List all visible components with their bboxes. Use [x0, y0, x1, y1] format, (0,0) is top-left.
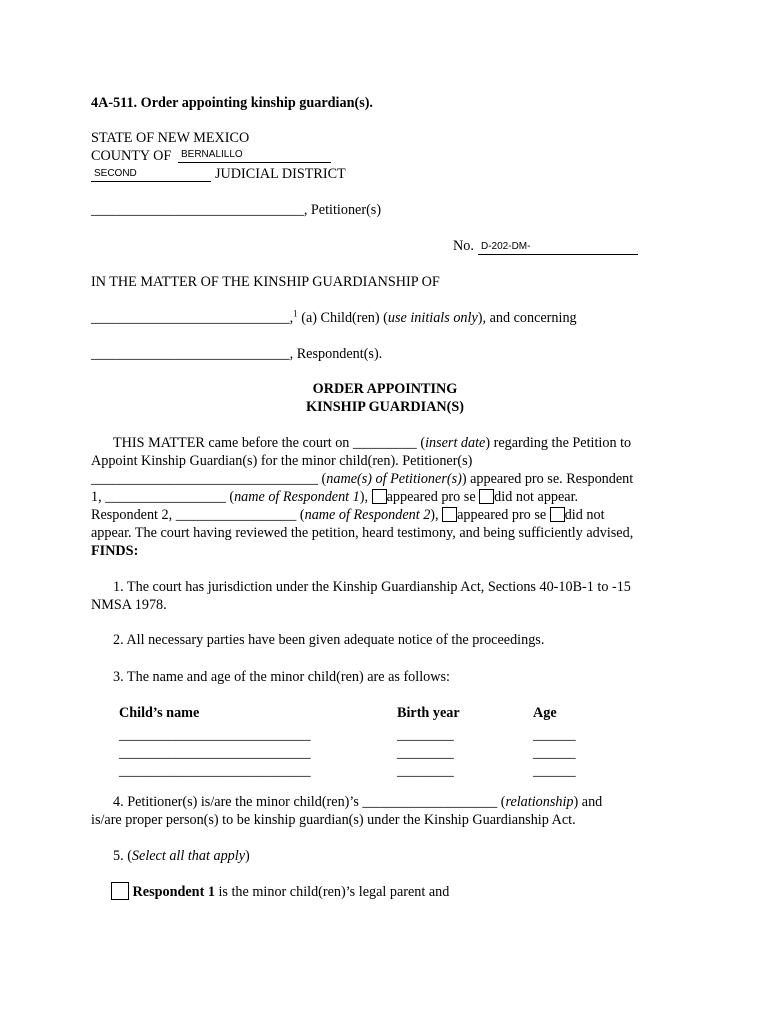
- text-italic: relationship: [505, 794, 574, 810]
- birth-year-blank[interactable]: ________: [397, 763, 454, 779]
- petitioner-label: , Petitioner(s): [303, 202, 382, 218]
- text: 5. (: [113, 848, 132, 864]
- para1-line3: [91, 470, 633, 488]
- text: 1, _________________ (: [91, 489, 235, 505]
- case-no-label: No.: [453, 238, 474, 254]
- case-no-field[interactable]: D-202-DM-: [478, 241, 638, 255]
- birth-year-blank[interactable]: ________: [397, 745, 454, 761]
- county-field[interactable]: BERNALILLO: [178, 149, 331, 163]
- text: ) and: [573, 794, 603, 810]
- text-italic: insert date: [425, 435, 486, 451]
- order-title-2: KINSHIP GUARDIAN(S): [305, 399, 465, 415]
- text: 4. Petitioner(s) is/are the minor child(ren)’s ___________________ (: [113, 794, 506, 810]
- text-italic: name(s) of Petitioner(s): [326, 471, 462, 487]
- child-name-blank[interactable]: ___________________________: [119, 763, 311, 779]
- text: ) appeared pro se. Respondent: [461, 471, 634, 487]
- respondent1-parent-checkbox[interactable]: [111, 882, 129, 900]
- respondent1-text: is the minor child(ren)’s legal parent and: [214, 884, 450, 900]
- r1-appeared-label: appeared pro se: [386, 489, 476, 505]
- finding-3: 3. The name and age of the minor child(ren) are as follows:: [113, 669, 450, 685]
- children-italic: use initials only: [387, 310, 478, 326]
- text: THIS MATTER came before the court on _________ (: [113, 435, 426, 451]
- child-name-blank[interactable]: ___________________________: [119, 745, 311, 761]
- finds-heading: FINDS:: [91, 543, 139, 559]
- matter-title: IN THE MATTER OF THE KINSHIP GUARDIANSHIP OF: [91, 274, 440, 290]
- finding-4-line1: [113, 793, 602, 811]
- child-name-blank[interactable]: ___________________________: [119, 727, 311, 743]
- text-italic: name of Respondent 1: [234, 489, 360, 505]
- birth-year-blank[interactable]: ________: [397, 727, 454, 743]
- children-blank[interactable]: ____________________________: [91, 310, 290, 326]
- col-header-birth-year: Birth year: [397, 705, 460, 721]
- respondent-blank[interactable]: ____________________________: [91, 346, 290, 362]
- form-heading: 4A-511. Order appointing kinship guardian(s).: [91, 95, 373, 111]
- r2-appeared-label: appeared pro se: [457, 507, 547, 523]
- para1-line1: [113, 434, 631, 452]
- petitioner-line: [91, 201, 381, 219]
- finding-1-line1: 1. The court has jurisdiction under the Kinship Guardianship Act, Sections 40-10B-1 to -15: [113, 579, 631, 595]
- footnote-mark: 1: [293, 308, 298, 319]
- para1-line6: appear. The court having reviewed the petition, heard testimony, and being sufficiently advised,: [91, 525, 634, 541]
- r2-appeared-checkbox[interactable]: [442, 507, 457, 522]
- respondent-line: [91, 345, 382, 363]
- col-header-child-name: Child’s name: [119, 705, 200, 721]
- children-line: [91, 309, 577, 327]
- district-label: JUDICIAL DISTRICT: [215, 166, 346, 182]
- age-blank[interactable]: ______: [533, 763, 576, 779]
- text-italic: name of Respondent 2: [304, 507, 431, 523]
- text: ) regarding the Petition to: [485, 435, 632, 451]
- text: Respondent 2, _________________ (: [91, 507, 305, 523]
- col-header-age: Age: [533, 705, 557, 721]
- text: ),: [359, 489, 369, 505]
- text: ),: [430, 507, 439, 523]
- finding-2: 2. All necessary parties have been given adequate notice of the proceedings.: [113, 632, 545, 648]
- finding-1-line2: NMSA 1978.: [91, 597, 167, 613]
- r2-did-not-label: did not: [564, 507, 605, 523]
- r1-appeared-checkbox[interactable]: [372, 489, 387, 504]
- comma: ,: [289, 310, 294, 326]
- para1-line4: [91, 488, 578, 506]
- r2-did-not-appear-checkbox[interactable]: [550, 507, 565, 522]
- order-title-1: ORDER APPOINTING: [312, 381, 458, 397]
- district-field[interactable]: SECOND: [91, 168, 211, 182]
- age-blank[interactable]: ______: [533, 727, 576, 743]
- respondent1-option: [111, 882, 449, 901]
- para1-line5: [91, 506, 605, 524]
- r1-did-not-appear-checkbox[interactable]: [479, 489, 494, 504]
- respondent-label: , Respondent(s).: [289, 346, 383, 362]
- children-text: (a) Child(ren) (: [297, 310, 388, 326]
- para1-line2: Appoint Kinship Guardian(s) for the minor child(ren). Petitioner(s): [91, 453, 473, 469]
- r1-did-not-appear-label: did not appear.: [494, 489, 579, 505]
- finding-4-line2: is/are proper person(s) to be kinship guardian(s) under the Kinship Guardianship Act.: [91, 812, 576, 828]
- state-line: STATE OF NEW MEXICO: [91, 130, 250, 146]
- children-text-end: ), and concerning: [477, 310, 577, 326]
- age-blank[interactable]: ______: [533, 745, 576, 761]
- county-label: COUNTY OF: [91, 148, 172, 164]
- finding-5: [113, 847, 250, 865]
- petitioner-name-blank[interactable]: ________________________________ (: [91, 471, 327, 487]
- respondent1-bold: Respondent 1: [132, 884, 215, 900]
- text: ): [245, 848, 250, 864]
- petitioner-blank[interactable]: ______________________________: [91, 202, 304, 218]
- text-italic: Select all that apply: [131, 848, 245, 864]
